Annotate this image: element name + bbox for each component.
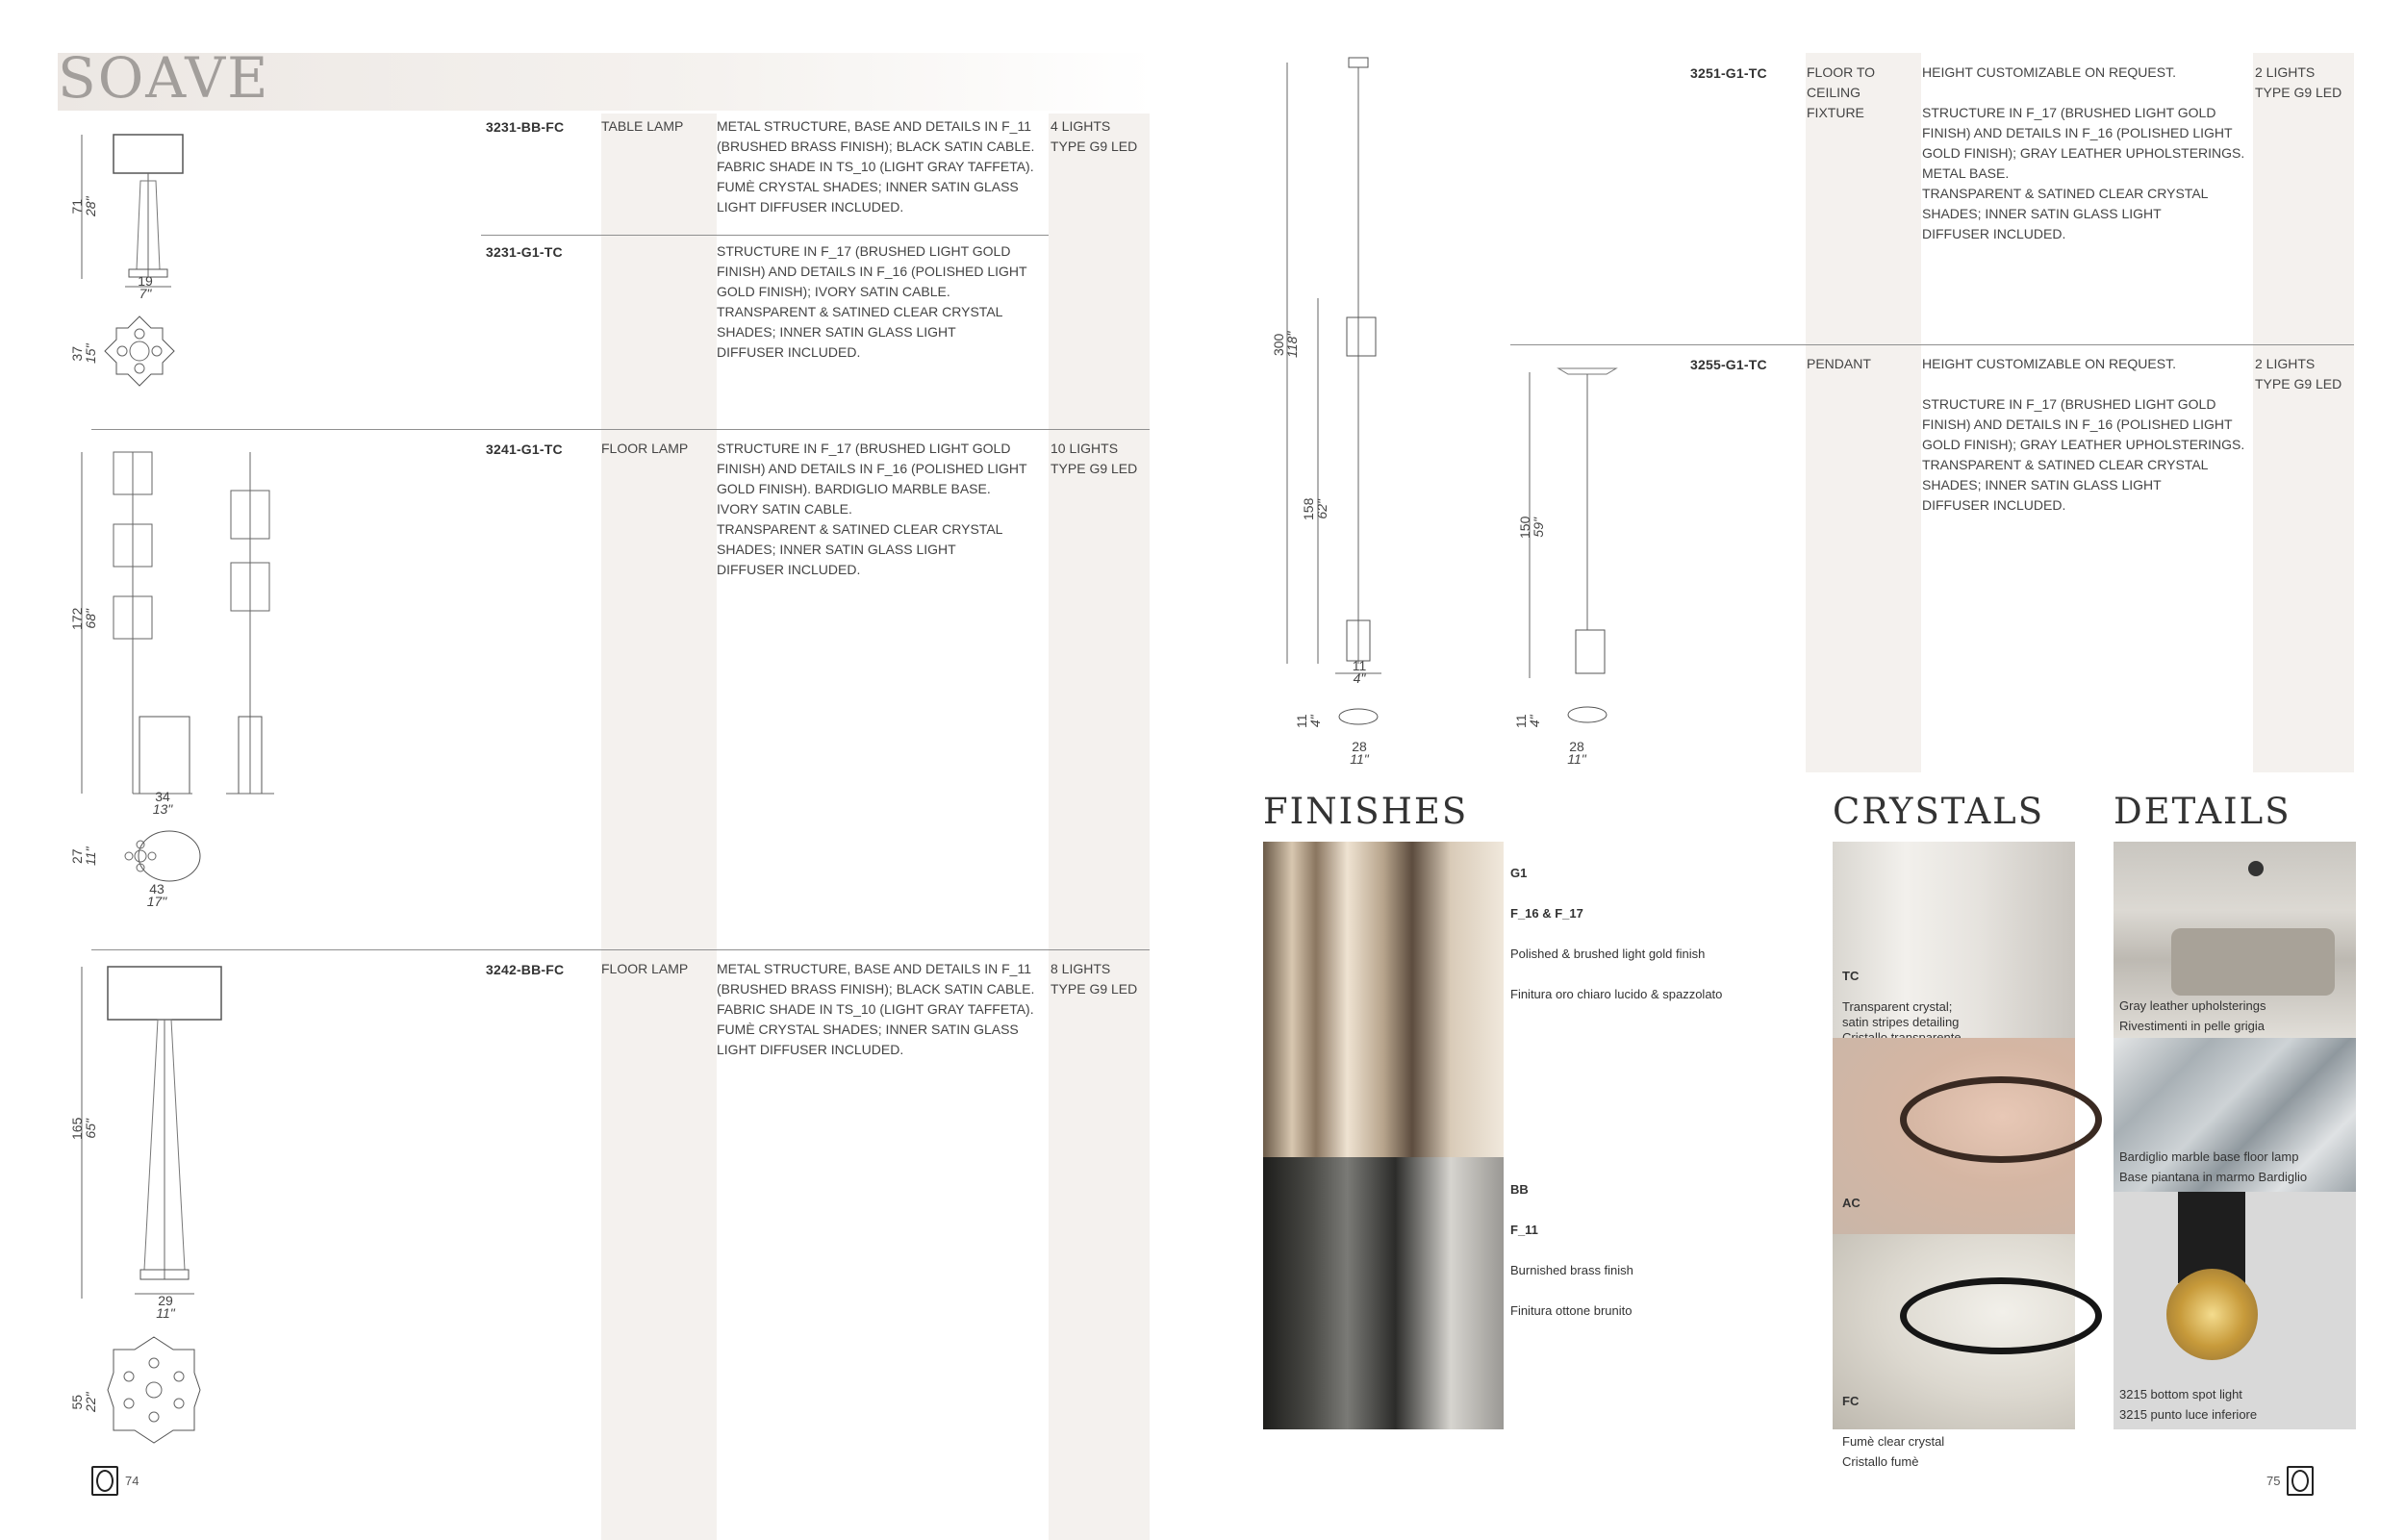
floor-lamp-shade-top-view: [106, 1332, 202, 1448]
dimension-label: 27 11": [69, 846, 98, 866]
type-column-band: [1806, 53, 1921, 772]
product-lights: 2 LIGHTS TYPE G9 LED: [2255, 64, 2342, 100]
page-number: 74: [125, 1474, 139, 1488]
dimension-label: 19 7": [138, 273, 153, 301]
brand-logo-icon: [91, 1466, 118, 1496]
pendant-drawing: [1517, 361, 1635, 745]
page-number: 75: [2266, 1474, 2281, 1488]
crystal-ring: [1900, 1277, 2102, 1354]
lights-column-band: [1049, 114, 1150, 1540]
finishes-title: FINISHES: [1263, 791, 1469, 832]
dimension-label: 11 4": [1352, 658, 1367, 686]
crystals-title: CRYSTALS: [1833, 791, 2045, 832]
detail-label: Gray leather upholsterings Rivestimenti in pelle grigia: [2119, 998, 2266, 1033]
spot-glow: [2166, 1269, 2258, 1360]
dimension-label: 28 11": [1350, 739, 1369, 767]
product-description: HEIGHT CUSTOMIZABLE ON REQUEST. STRUCTURE IN F_17 (BRUSHED LIGHT GOLD FINISH) AND DETAILS IN F_16 (POLISHED LIGHT GOLD FINISH); GRAY LEATHER UPHOLSTERINGS. METAL BASE. TRANSPARENT & SATINED CLEAR CRYSTAL SHADES; INNER SATIN GLASS LIGHT DIFFUSER INCLUDED.: [1922, 64, 2245, 241]
table-lamp-top-view: [101, 313, 178, 390]
product-description: METAL STRUCTURE, BASE AND DETAILS IN F_11 (BRUSHED BRASS FINISH); BLACK SATIN CABLE. FABRIC SHADE IN TS_10 (LIGHT GRAY TAFFETA). FUMÈ CRYSTAL SHADES; INNER SATIN GLASS LIGHT DIFFUSER INCLUDED.: [717, 961, 1035, 1057]
row-divider: [1510, 344, 2354, 345]
product-description: STRUCTURE IN F_17 (BRUSHED LIGHT GOLD FINISH) AND DETAILS IN F_16 (POLISHED LIGHT GOLD FINISH); IVORY SATIN CABLE. TRANSPARENT & SATINED CLEAR CRYSTAL SHADES; INNER SATIN GLASS LIGHT DIFFUSER INCLUDED.: [717, 243, 1027, 360]
product-type: PENDANT: [1807, 356, 1871, 371]
detail-swatch-marble: [2114, 1038, 2356, 1192]
row-divider: [481, 235, 1049, 236]
crystal-label: TC Transparent crystal; satin stripes detailing: [1842, 969, 1960, 1029]
floor-lamp-top-view: [123, 827, 200, 885]
product-description: METAL STRUCTURE, BASE AND DETAILS IN F_11 (BRUSHED BRASS FINISH); BLACK SATIN CABLE. FABRIC SHADE IN TS_10 (LIGHT GRAY TAFFETA). FUMÈ CRYSTAL SHADES; INNER SATIN GLASS LIGHT DIFFUSER INCLUDED.: [717, 118, 1035, 215]
product-code: 3251-G1-TC: [1690, 65, 1767, 81]
dimension-label: 158 62": [1301, 497, 1329, 520]
detail-label: 3215 bottom spot light 3215 punto luce inferiore: [2119, 1387, 2258, 1422]
dimension-label: 43 17": [146, 881, 167, 909]
finish-swatch-bb: [1263, 1157, 1504, 1429]
product-lights: 10 LIGHTS TYPE G9 LED: [1051, 441, 1138, 476]
dimension-label: 34 13": [152, 789, 173, 817]
dimension-label: 300 118": [1271, 331, 1300, 358]
strap-rivet: [2248, 861, 2264, 876]
crystal-swatch-fc: [1833, 1234, 2075, 1469]
product-code: 3241-G1-TC: [486, 442, 563, 457]
product-lights: 8 LIGHTS TYPE G9 LED: [1051, 961, 1138, 997]
ceiling-fixture-drawing: [1279, 58, 1395, 686]
collection-title: SOAVE: [58, 45, 270, 111]
dimension-label: 165 65": [69, 1117, 98, 1140]
finish-label: G1 F_16 & F_17 Polished & brushed light gold finish Finitura oro chiaro lucido & spazzolato: [1510, 866, 1723, 1001]
row-divider: [91, 949, 1150, 950]
dimension-label: 29 11": [156, 1293, 175, 1321]
brand-logo-icon: [2287, 1466, 2314, 1496]
crystal-swatch-ac: [1833, 1038, 2075, 1234]
product-code: 3255-G1-TC: [1690, 357, 1767, 372]
detail-label: Bardiglio marble base floor lamp Base piantana in marmo Bardiglio: [2119, 1149, 2308, 1184]
dimension-label: 28 11": [1567, 739, 1586, 767]
dimension-label: 71 28": [69, 196, 98, 216]
finish-swatch-g1: [1263, 842, 1504, 1157]
lights-column-band: [2253, 53, 2354, 772]
product-description: STRUCTURE IN F_17 (BRUSHED LIGHT GOLD FINISH) AND DETAILS IN F_16 (POLISHED LIGHT GOLD FINISH). BARDIGLIO MARBLE BASE. IVORY SATIN CABLE. TRANSPARENT & SATINED CLEAR CRYSTAL SHADES; INNER SATIN GLASS LIGHT DIFFUSER INCLUDED.: [717, 441, 1027, 577]
crystal-ring: [1900, 1076, 2102, 1163]
product-type: TABLE LAMP: [601, 118, 684, 134]
dimension-label: 11 4": [1513, 714, 1542, 728]
detail-swatch-leather: [2114, 842, 2356, 1038]
type-column-band: [601, 114, 717, 1540]
product-type: FLOOR LAMP: [601, 961, 689, 976]
product-type: FLOOR LAMP: [601, 441, 689, 456]
row-divider: [91, 429, 1150, 430]
product-lights: 2 LIGHTS TYPE G9 LED: [2255, 356, 2342, 391]
crystal-label: FC Fumè clear crystal Cristallo fumè: [1842, 1394, 1945, 1469]
crystal-swatch-tc: [1833, 842, 2075, 1038]
product-code: 3231-BB-FC: [486, 119, 565, 135]
dimension-label: 172 68": [69, 607, 98, 630]
dimension-label: 150 59": [1517, 516, 1546, 539]
details-title: DETAILS: [2114, 791, 2291, 832]
product-lights: 4 LIGHTS TYPE G9 LED: [1051, 118, 1138, 154]
leather-band: [2171, 928, 2335, 996]
product-description: HEIGHT CUSTOMIZABLE ON REQUEST. STRUCTURE IN F_17 (BRUSHED LIGHT GOLD FINISH) AND DETAILS IN F_16 (POLISHED LIGHT GOLD FINISH); GRAY LEATHER UPHOLSTERINGS. TRANSPARENT & SATINED CLEAR CRYSTAL SHADES; INNER SATIN GLASS LIGHT DIFFUSER INCLUDED.: [1922, 356, 2245, 513]
product-code: 3242-BB-FC: [486, 962, 565, 977]
dimension-label: 11 4": [1294, 714, 1323, 728]
floor-lamp-drawing: [67, 442, 298, 818]
detail-swatch-spot: [2114, 1192, 2356, 1429]
product-type: FLOOR TO CEILING FIXTURE: [1807, 64, 1876, 120]
dimension-label: 55 22": [69, 1392, 98, 1412]
finish-label: BB F_11 Burnished brass finish Finitura ottone brunito: [1510, 1182, 1633, 1318]
product-code: 3231-G1-TC: [486, 244, 563, 260]
dimension-label: 37 15": [69, 343, 98, 364]
crystal-label: AC: [1842, 1196, 1861, 1210]
